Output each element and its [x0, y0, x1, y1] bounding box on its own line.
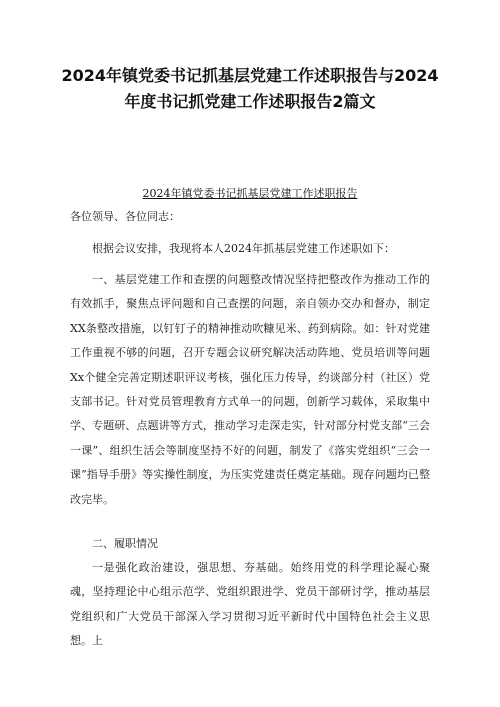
- salutation-paragraph: 各位领导、各位同志：: [70, 210, 180, 223]
- intro-paragraph: 根据会议安排，我现将本人2024年抓基层党建工作述职如下：: [92, 242, 395, 255]
- section-two-paragraph: 一是强化政治建设，强思想、夯基础。始终用党的科学理论凝心聚魂，坚持理论中心组示范学、党组织跟进学、党员干部研讨学，推动基层党组织和广大党员干部深入学习贯彻习近平新时代中国特色社会主义思想。上: [70, 561, 430, 648]
- section-two-heading: 二、履职情况: [92, 537, 158, 550]
- section-one-paragraph: 一、基层党建工作和查摆的问题整改情况坚持把整改作为推动工作的有效抓手，聚焦点评问题和自己查摆的问题，亲自领办交办和督办，制定XX条整改措施，以钉钉子的精神推动吹糠见米、药到病除。如：针对党建工作重视不够的问题，召开专题会议研究解决活动阵地、党员培训等问题Xx个健全完善定期述职评议考核，强化压力传导，约谈部分村（社区）党支部书记。针对党员管理教育方式单一的问题，创新学习载体，采取集中学、专题研、点题讲等方式，推动学习走深走实，针对部分村党支部“三会一课”、组织生活会等制度坚持不好的问题，制发了《落实党组织“三会一课”指导手册》等实操性制度，为压实党建责任奠定基础。现存问题均已整改完毕。: [70, 273, 430, 506]
- report-heading: 2024年镇党委书记抓基层党建工作述职报告: [142, 187, 358, 200]
- document-title: 2024年镇党委书记抓基层党建工作述职报告与2024年度书记抓党建工作述职报告2篇文: [61, 66, 439, 111]
